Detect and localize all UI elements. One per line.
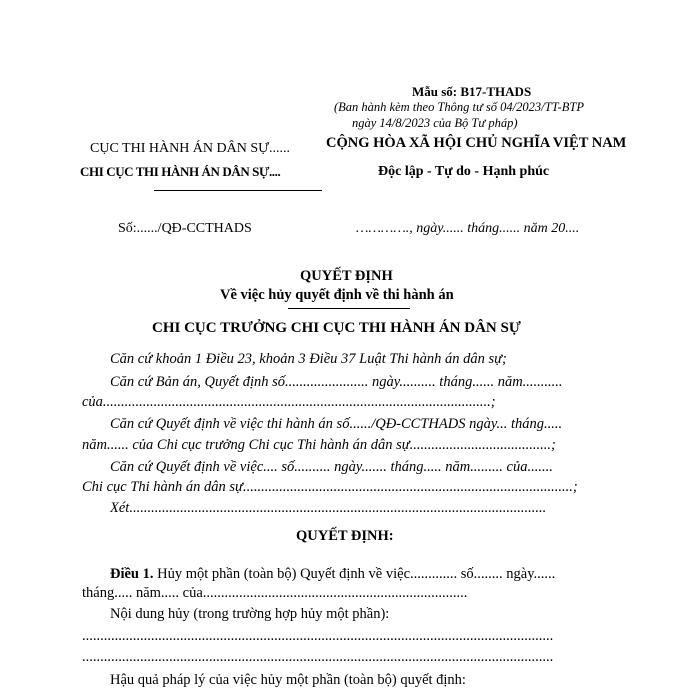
basis-judgment-cont: của...........................................................................................................; (82, 394, 496, 410)
basis-law: Căn cứ khoản 1 Điều 23, khoản 3 Điều 37 Luật Thi hành án dân sự; (110, 351, 507, 367)
cancel-content-dots-1: .................................................................................................................................. (82, 628, 554, 644)
basis-other-decision: Căn cứ Quyết định về việc.... số.......... ngày....... tháng..... năm......... của....... (110, 459, 553, 475)
form-issued-line1: (Ban hành kèm theo Thông tư số 04/2023/TT-BTP (334, 100, 584, 114)
national-motto: Độc lập - Tự do - Hạnh phúc (378, 164, 550, 179)
legal-consequence-label: Hậu quả pháp lý của việc hủy một phần (toàn bộ) quyết định: (110, 672, 466, 688)
consideration: Xét................................................................................................................... (110, 500, 547, 516)
article-1-line1 (110, 566, 555, 583)
form-issued-line2: ngày 14/8/2023 của Bộ Tư pháp) (352, 116, 518, 130)
article-1-text: Hủy một phần (toàn bộ) Quyết định về việc............. số........ ngày...... (153, 566, 556, 582)
article-1-label: Điều 1. (110, 566, 154, 582)
date-line: …………., ngày...... tháng...... năm 20.... (356, 221, 580, 236)
document-subtitle: Về việc hủy quyết định về thi hành án (220, 287, 454, 303)
left-header-rule (154, 190, 322, 191)
document-number: Số:....../QĐ-CCTHADS (118, 221, 252, 236)
nation-name: CỘNG HÒA XÃ HỘI CHỦ NGHĨA VIỆT NAM (326, 135, 627, 151)
basis-enforcement-decision-cont: năm...... của Chi cục trưởng Chi cục Thi hành án dân sự.......................................; (82, 437, 556, 453)
decision-heading: QUYẾT ĐỊNH: (296, 528, 394, 544)
agency-name: CỤC THI HÀNH ÁN DÂN SỰ...... (90, 141, 290, 156)
sub-agency-name: CHI CỤC THI HÀNH ÁN DÂN SỰ.... (80, 164, 281, 179)
issuing-authority: CHI CỤC TRƯỞNG CHI CỤC THI HÀNH ÁN DÂN SỰ (152, 320, 521, 336)
title-rule (288, 308, 410, 309)
document-title: QUYẾT ĐỊNH (300, 268, 393, 284)
basis-judgment: Căn cứ Bản án, Quyết định số....................... ngày.......... tháng...... năm........... (110, 374, 563, 390)
basis-other-decision-cont: Chi cục Thi hành án dân sự...........................................................................................; (82, 479, 578, 495)
cancel-content-dots-2: .................................................................................................................................. (82, 649, 554, 665)
form-code: Mẫu số: B17-THADS (412, 84, 532, 99)
article-1-line2: tháng..... năm..... của......................................................................... (82, 585, 468, 601)
basis-enforcement-decision: Căn cứ Quyết định về việc thi hành án số....../QĐ-CCTHADS ngày... tháng..... (110, 416, 563, 432)
cancel-content-label: Nội dung hủy (trong trường hợp hủy một phần): (110, 606, 390, 622)
